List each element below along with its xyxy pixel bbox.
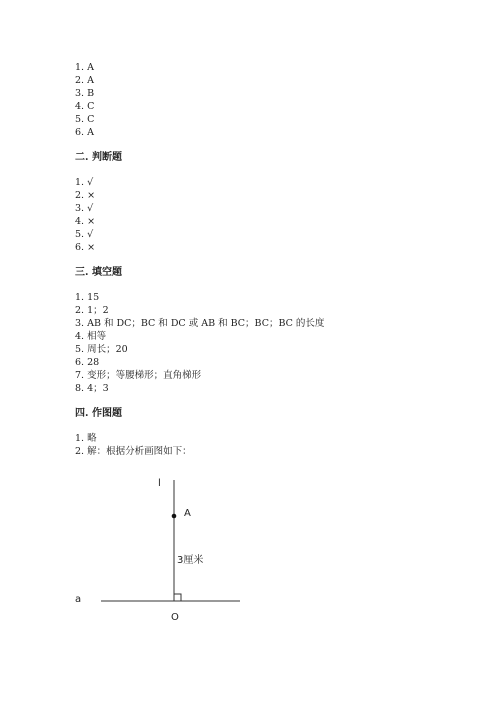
answer-1-6: 6. A — [75, 127, 94, 138]
answer-1-1: 1. A — [75, 62, 94, 73]
label-l: l — [158, 478, 161, 489]
point-a — [172, 514, 177, 519]
section-heading-judgement: 二. 判断题 — [75, 152, 122, 163]
answer-3-1: 1. 15 — [75, 292, 100, 303]
answer-1-2: 2. A — [75, 75, 94, 86]
answer-2-6: 6. × — [75, 242, 96, 253]
answer-3-8: 8. 4；3 — [75, 383, 109, 394]
answer-2-3: 3. √ — [75, 203, 94, 214]
label-point-a: A — [184, 508, 191, 519]
right-angle-mark — [174, 594, 181, 601]
answer-2-2: 2. × — [75, 190, 96, 201]
label-line-a: a — [75, 594, 82, 605]
section-heading-fill-blank: 三. 填空题 — [75, 267, 122, 278]
answer-1-4: 4. C — [75, 101, 95, 112]
answer-4-1: 1. 略 — [75, 433, 97, 444]
section-heading-drawing: 四. 作图题 — [75, 408, 122, 419]
answer-1-5: 5. C — [75, 114, 95, 125]
label-distance: 3厘米 — [177, 555, 204, 566]
answer-2-4: 4. × — [75, 216, 96, 227]
answer-3-5: 5. 周长；20 — [75, 344, 128, 355]
answer-3-7: 7. 变形；等腰梯形；直角梯形 — [75, 370, 202, 381]
answer-3-6: 6. 28 — [75, 357, 100, 368]
answer-2-5: 5. √ — [75, 229, 94, 240]
answer-3-3: 3. AB 和 DC；BC 和 DC 或 AB 和 BC；BC；BC 的长度 — [75, 318, 325, 329]
answer-4-2: 2. 解：根据分析画图如下： — [75, 446, 192, 457]
answer-3-4: 4. 相等 — [75, 331, 107, 342]
label-point-o: O — [171, 612, 179, 623]
answer-3-2: 2. 1；2 — [75, 305, 109, 316]
answer-1-3: 3. B — [75, 88, 95, 99]
answer-2-1: 1. √ — [75, 177, 94, 188]
